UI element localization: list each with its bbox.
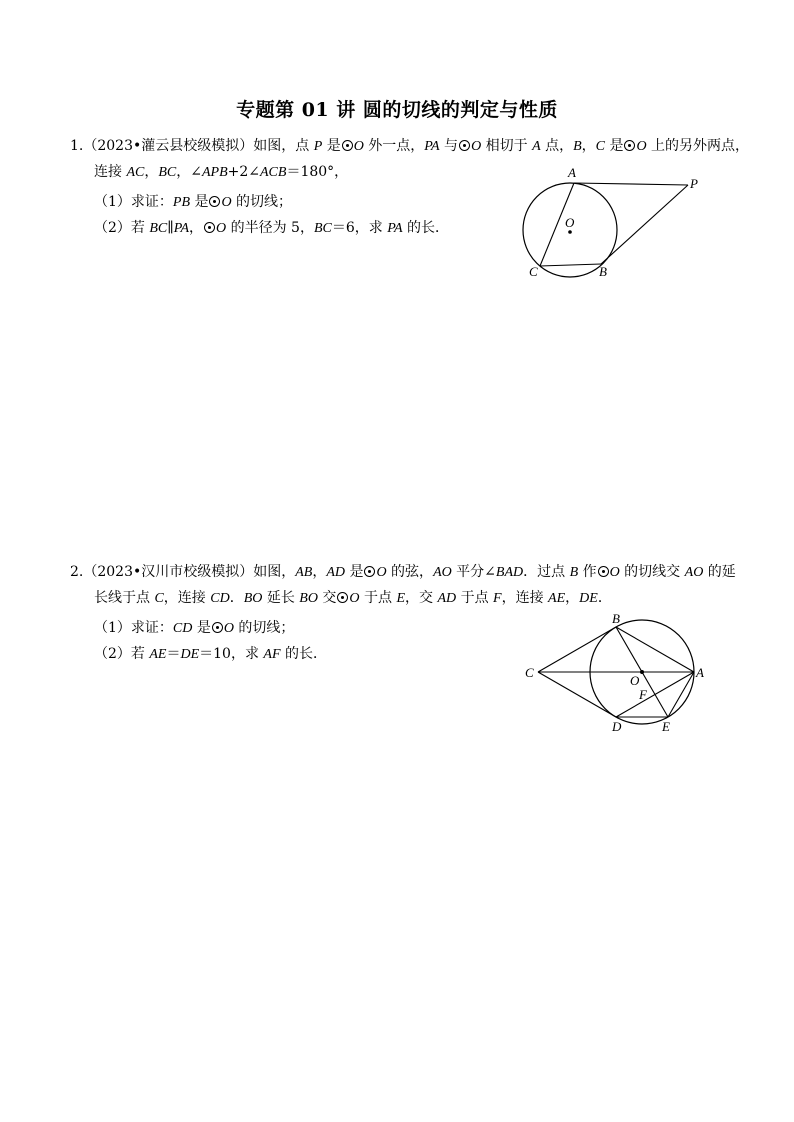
- segment-ab: [616, 627, 694, 672]
- label-o: O: [630, 673, 640, 688]
- segment-pb: [601, 185, 688, 264]
- label-b: B: [612, 611, 620, 626]
- problem-1-number: 1.: [70, 138, 84, 154]
- circle-dot-icon: [209, 196, 220, 207]
- page-title: 专题第 01 讲 圆的切线的判定与性质: [236, 99, 558, 121]
- segment-cb: [538, 627, 616, 672]
- label-p: P: [690, 176, 698, 191]
- problem-2-figure: [520, 610, 720, 735]
- circle-dot-icon: [459, 140, 470, 151]
- segment-pa: [574, 183, 688, 185]
- problem-1-figure: [510, 160, 710, 285]
- circle-dot-icon: [342, 140, 353, 151]
- problem-1-source: （2023•灌云县校级模拟）: [83, 138, 254, 154]
- label-d: D: [612, 719, 622, 734]
- circle-dot-icon: [204, 222, 215, 233]
- segment-bc: [540, 264, 601, 266]
- problem-2-source: （2023•汉川市校级模拟）: [83, 564, 254, 580]
- problem-2-stem-line-2: 长线于点 C，连接 CD．BO 延长 BO 交 O 于点 E，交 AD 于点 F，连接 AE，DE．: [94, 590, 612, 606]
- label-a: A: [568, 165, 576, 180]
- center-point: [568, 230, 572, 234]
- problem-1-stem-line-2: 连接 AC，BC，∠APB+2∠ACB＝180°，: [94, 164, 349, 180]
- problem-1-part-1: （1）求证：PB 是 O 的切线；: [94, 194, 293, 210]
- label-f: F: [639, 687, 647, 702]
- problem-2-number: 2.: [70, 564, 84, 580]
- label-b: B: [599, 264, 607, 279]
- problem-1-stem-line-1: 1.（2023•灌云县校级模拟）如图，点 P 是 O 外一点，PA 与 O 相切于 A 点，B，C 是 O 上的另外两点，: [70, 138, 750, 154]
- segment-ae: [668, 672, 694, 717]
- problem-1-part-2: （2）若 BC∥PA， O 的半径为 5，BC＝6，求 PA 的长．: [94, 220, 449, 236]
- circle-dot-icon: [598, 566, 609, 577]
- label-a: A: [696, 665, 704, 680]
- circle-dot-icon: [624, 140, 635, 151]
- segment-cd: [538, 672, 616, 717]
- label-e: E: [662, 719, 670, 734]
- problem-2-part-2: （2）若 AE＝DE＝10，求 AF 的长．: [94, 646, 327, 662]
- circle-dot-icon: [337, 592, 348, 603]
- label-o: O: [565, 215, 575, 230]
- center-point: [640, 670, 644, 674]
- circle-dot-icon: [364, 566, 375, 577]
- circle-dot-icon: [212, 622, 223, 633]
- problem-2-part-1: （1）求证：CD 是 O 的切线；: [94, 620, 295, 636]
- label-c: C: [525, 665, 534, 680]
- label-c: C: [529, 264, 538, 279]
- problem-2-stem-line-1: 2.（2023•汉川市校级模拟）如图，AB，AD 是 O 的弦，AO 平分∠BAD．过点 B 作 O 的切线交 AO 的延: [70, 564, 736, 580]
